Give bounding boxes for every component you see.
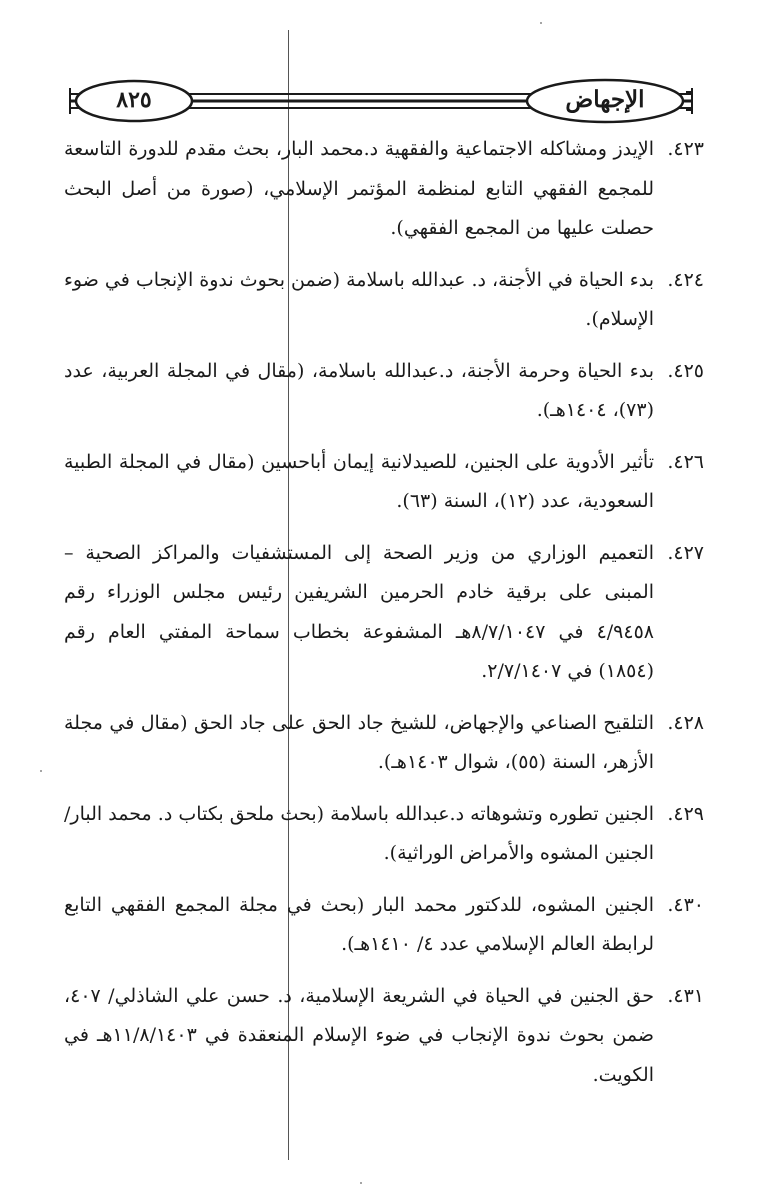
chapter-title: الإجهاض	[565, 85, 645, 113]
entry-text: بدء الحياة وحرمة الأجنة، د.عبدالله باسلامة، (مقال في المجلة العربية، عدد (٧٣)، ١٤٠٤هـ).	[64, 359, 654, 421]
bibliography-entry	[64, 704, 704, 783]
entry-number: ٤٢٦.	[667, 450, 704, 473]
bibliography-entry	[64, 352, 704, 431]
bibliography-list	[64, 130, 704, 1107]
entry-text: الإيدز ومشاكله الاجتماعية والفقهية د.محمد البار، بحث مقدم للدورة التاسعة للمجمع الفقهي التابع لمنظمة المؤتمر الإسلامي، (صورة من أصل البحث حصلت عليها من المجمع الفقهي).	[64, 138, 654, 239]
entry-number: ٤٢٤.	[667, 268, 704, 291]
page-header	[60, 74, 700, 128]
bibliography-entry	[64, 534, 704, 692]
entry-text: الجنين تطوره وتشوهاته د.عبدالله باسلامة (بحث ملحق بكتاب د. محمد البار/ الجنين المشوه والأمراض الوراثية).	[64, 802, 654, 864]
entry-text: التعميم الوزاري من وزير الصحة إلى المستشفيات والمراكز الصحية – المبنى على برقية خادم الحرمين الشريفين رئيس مجلس الوزراء رقم ٤/٩٤٥٨ في ٨/٧/١٠٤٧هـ المشفوعة بخطاب سماحة المفتي العام رقم (١٨٥٤) في ٢/٧/١٤٠٧.	[64, 541, 654, 682]
entry-text: الجنين المشوه، للدكتور محمد البار (بحث في مجلة المجمع الفقهي التابع لرابطة العالم الإسلامي عدد ٤/ ١٤١٠هـ).	[64, 893, 654, 955]
entry-number: ٤٣٠.	[667, 893, 704, 916]
page-number: ٨٢٥	[116, 87, 152, 113]
entry-text: بدء الحياة في الأجنة، د. عبدالله باسلامة (ضمن بحوث ندوة الإنجاب في ضوء الإسلام).	[64, 268, 654, 330]
entry-number: ٤٢٨.	[667, 711, 704, 734]
scan-speck	[40, 770, 42, 772]
bibliography-entry	[64, 886, 704, 965]
bibliography-entry	[64, 443, 704, 522]
entry-number: ٤٢٧.	[667, 541, 704, 564]
entry-number: ٤٢٥.	[667, 359, 704, 382]
entry-text: حق الجنين في الحياة في الشريعة الإسلامية، د. حسن علي الشاذلي/ ٤٠٧، ضمن بحوث ندوة الإنجاب في ضوء الإسلام المنعقدة في ١١/٨/١٤٠٣هـ في الكويت.	[64, 984, 654, 1086]
entry-number: ٤٢٩.	[667, 802, 704, 825]
bibliography-entry	[64, 261, 704, 340]
entry-number: ٤٣١.	[667, 984, 704, 1007]
bibliography-entry	[64, 130, 704, 249]
scan-speck	[540, 22, 542, 24]
entry-text: التلقيح الصناعي والإجهاض، للشيخ جاد الحق على جاد الحق (مقال في مجلة الأزهر، السنة (٥٥)، شوال ١٤٠٣هـ).	[64, 711, 654, 773]
bibliography-entry	[64, 795, 704, 874]
bibliography-entry	[64, 977, 704, 1096]
entry-number: ٤٢٣.	[667, 138, 704, 160]
scan-speck	[360, 1182, 362, 1184]
entry-text: تأثير الأدوية على الجنين، للصيدلانية إيمان أباحسين (مقال في المجلة الطبية السعودية، عدد (١٢)، السنة (٦٣).	[64, 450, 654, 512]
